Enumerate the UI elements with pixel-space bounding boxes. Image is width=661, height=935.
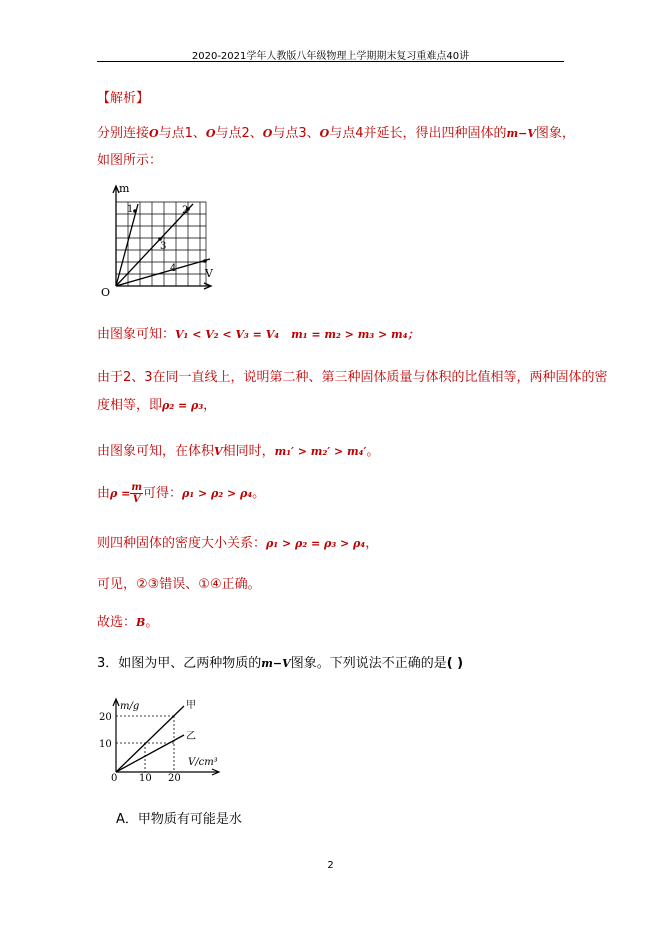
graph1-y-label: m [119, 182, 130, 195]
line-label-jia: 甲 [186, 700, 196, 711]
volume-line-prefix: 由图象可知： [97, 327, 176, 342]
fraction-numerator: m [131, 482, 142, 493]
mv-graph-jia-yi [96, 695, 226, 785]
same-volume-mid: 相同时， [222, 444, 275, 459]
volume-relation: V₁ < V₂ < V₃ = V₄ [175, 328, 280, 341]
intro-part3: 与点3、 [272, 126, 320, 141]
graph1-x-label: V [205, 267, 213, 280]
formula-mid: 可得： [142, 486, 182, 501]
conclusion: 可见，②③错误、①④正确。 [97, 577, 261, 592]
mv-graph-four-solids [98, 180, 223, 300]
header-rule [97, 61, 564, 62]
answer-letter: B [136, 616, 146, 629]
answer-line [97, 611, 158, 630]
density-order-statement [97, 532, 378, 551]
question-text-prefix: 如图为甲、乙两种物质的 [118, 656, 262, 671]
point-o: O [319, 127, 330, 140]
comma: ， [365, 536, 379, 551]
question-number: 3． [97, 656, 119, 671]
rho-relation-1: ρ₁ > ρ₂ > ρ₄ [182, 487, 253, 500]
graph2-y-label: m/g [120, 701, 140, 712]
question-3 [97, 652, 463, 671]
intro-prefix: 分别连接 [97, 126, 150, 141]
mv-symbol: m−V [261, 657, 291, 670]
volume-mass-relation [97, 323, 419, 342]
fraction-denominator: V [132, 494, 141, 505]
line-4 [116, 259, 210, 286]
intro-part4: 与点4并延长，得出四种固体的 [329, 126, 507, 141]
answer-prefix: 故选： [97, 615, 137, 630]
point-o: O [205, 127, 216, 140]
rho-relation-2: ρ₁ > ρ₂ = ρ₃ > ρ₄ [266, 537, 366, 550]
period: 。 [366, 444, 380, 459]
point-label-3: 3 [160, 241, 167, 252]
x-tick-20: 20 [168, 773, 181, 784]
intro-part1: 与点1、 [158, 126, 206, 141]
comma: ， [203, 398, 217, 413]
mass-relation: m₁ = m₂ > m₃ > m₄； [291, 328, 419, 341]
formula-lhs: ρ = [110, 487, 131, 500]
graph2-origin: 0 [111, 773, 118, 784]
x-tick-10: 10 [139, 773, 152, 784]
graph1-origin: O [101, 286, 111, 299]
density-prefix: 则四种固体的密度大小关系： [97, 536, 267, 551]
analysis-intro-line2: 如图所示： [97, 153, 163, 168]
mass-prime-relation: m₁′ > m₂′ > m₄′ [274, 445, 367, 458]
line-label-yi: 乙 [186, 731, 196, 742]
option-a [116, 808, 242, 827]
same-line-statement-cont [97, 394, 216, 413]
mv-symbol: m−V [506, 127, 536, 140]
intro-part2: 与点2、 [215, 126, 263, 141]
point-label-4: 4 [170, 263, 177, 274]
option-a-label: A． [116, 812, 138, 827]
intro-part5: 图象， [535, 126, 575, 141]
page-header: 2020-2021学年人教版八年级物理上学期期末复习重难点40讲 [191, 51, 470, 62]
rho-equality: ρ₂ = ρ₃ [162, 399, 204, 412]
same-line-statement: 由于2、3在同一直线上，说明第二种、第三种固体质量与体积的比值相等，两种固体的密 [97, 370, 608, 385]
period: 。 [252, 486, 266, 501]
formula-prefix: 由 [97, 486, 111, 501]
point-o: O [262, 127, 273, 140]
density-fraction [130, 482, 143, 505]
graph2-x-label: V/cm³ [188, 757, 218, 768]
page-number: 2 [327, 860, 334, 871]
same-volume-statement [97, 440, 379, 459]
v-symbol: V [214, 445, 223, 458]
point-label-1: 1 [127, 204, 134, 215]
analysis-intro [97, 122, 575, 141]
point-label-2: 2 [182, 205, 189, 216]
analysis-heading: 【解析】 [97, 91, 150, 106]
density-formula-statement [97, 482, 265, 505]
y-tick-20: 20 [99, 712, 112, 723]
same-volume-prefix: 由图象可知，在体积 [97, 444, 215, 459]
y-tick-10: 10 [99, 739, 112, 750]
answer-end: 。 [145, 615, 159, 630]
same-line-prefix: 度相等，即 [97, 398, 163, 413]
answer-blank: ( ) [446, 656, 464, 671]
question-text-suffix: 图象。下列说法不正确的是 [290, 656, 447, 671]
option-a-text: 甲物质有可能是水 [137, 812, 242, 827]
point-o: O [149, 127, 159, 140]
